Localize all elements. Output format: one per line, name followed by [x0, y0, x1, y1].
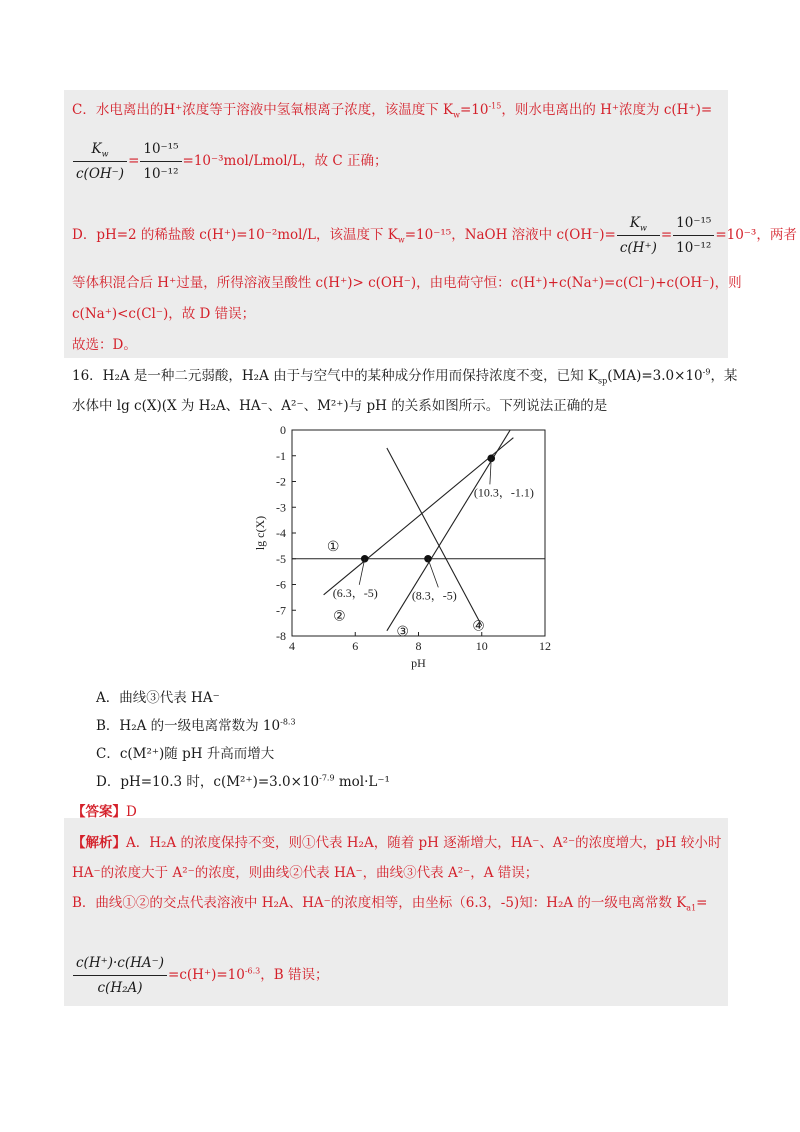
x-tick-label: 4	[289, 639, 295, 653]
answer-label: 【答案】	[72, 804, 126, 820]
solution-c-line1: C．水电离出的H⁺浓度等于溶液中氢氧根离子浓度，该温度下 $K_w=10^{-15}$，则水电离出的 H⁺浓度为 c(H⁺)=	[72, 101, 713, 120]
point-label: (8.3，-5)	[411, 588, 457, 603]
point-label: (6.3，-5)	[332, 585, 378, 600]
x-tick-label: 6	[352, 639, 359, 653]
point-marker	[424, 555, 432, 563]
power-fraction-d: $\frac{\text{10⁻¹⁵}}{\text{10⁻¹²}}$	[673, 212, 714, 259]
curve-label-3: ③	[396, 624, 409, 640]
option-d: D．pH=10.3 时，$c(M^{2+})=3.0\times 10^{-7.9}$ mol·L⁻¹	[96, 773, 390, 790]
analysis-line1: 【解析】A．H₂A 的浓度保持不变，则①代表 H₂A，随着 pH 逐渐增大，HA⁻、A²⁻的浓度增大，pH 较小时	[72, 835, 722, 851]
question16-line2: 水体中 lg c(X)(X 为 H₂A、HA⁻、A²⁻、M²⁺)与 pH 的关系如图所示。下列说法正确的是	[72, 398, 608, 414]
x-tick-label: 12	[539, 639, 551, 653]
solution-d-line3: c(Na⁺)<c(Cl⁻)，故 D 错误；	[72, 306, 256, 322]
curve-label-2: ②	[333, 609, 346, 625]
point-label: (10.3，-1.1)	[473, 485, 534, 500]
curve-2	[324, 438, 514, 595]
solution-d-choose: 故选：D。	[72, 337, 137, 353]
x-tick-label: 10	[475, 639, 488, 653]
curve-label-1: ①	[326, 539, 340, 555]
y-tick-label: -2	[276, 474, 286, 489]
power-fraction: $\frac{\text{10⁻¹⁵}}{\text{10⁻¹²}}$	[140, 138, 181, 185]
solution-d-line2: 等体积混合后 H⁺过量，所得溶液呈酸性 c(H⁺)> c(OH⁻)，由电荷守恒：c(H⁺)+c(Na⁺)=c(Cl⁻)+c(OH⁻)，则	[72, 275, 742, 291]
answer-value: D	[126, 804, 137, 820]
solution-d-line1: D．pH=2 的稀盐酸 c(H⁺)=10⁻²mol/L，该温度下 $K_w=10^{-15}$，NaOH 溶液中 c(OH⁻)= $\frac{K_w}{c(H^+)}$ = $\frac{\text{10⁻¹⁵}}{\text{10⁻¹²}}$ =10⁻³，两者	[72, 212, 797, 259]
option-a: A．曲线③代表 HA⁻	[96, 690, 220, 706]
answer-line	[72, 802, 137, 822]
y-tick-label: -8	[276, 629, 286, 643]
analysis-line3: B．曲线①②的交点代表溶液中 H₂A、HA⁻的浓度相等，由坐标（6.3，-5)知：H₂A 的一级电离常数 $K_{a1}=$	[72, 895, 708, 913]
plot-frame	[292, 430, 545, 636]
ka-fraction: $\frac{c(H^+)\cdot c(HA^-)}{\text{c(H₂A)}}$	[73, 952, 167, 999]
kw-over-oh-fraction: $\frac{K_w}{c(OH^-)}$	[73, 138, 127, 185]
x-axis-label: pH	[411, 656, 426, 670]
solution-c-line2: $\frac{K_w}{c(OH^-)}$ = $\frac{\text{10⁻¹⁵}}{\text{10⁻¹²}}$ =10⁻³mol/Lmol/L，故 C 正确；	[72, 138, 387, 185]
option-b: B．H₂A 的一级电离常数为 $10^{-8.3}$	[96, 717, 296, 734]
y-tick-label: -5	[276, 551, 286, 566]
point-leader	[428, 559, 438, 588]
option-c: C．c(M²⁺)随 pH 升高而增大	[96, 746, 275, 762]
y-tick-label: -3	[276, 500, 286, 515]
analysis-line2: HA⁻的浓度大于 A²⁻的浓度，则曲线②代表 HA⁻，曲线③代表 A²⁻，A 错误；	[72, 865, 539, 881]
y-tick-label: 0	[280, 423, 286, 437]
y-tick-label: -4	[276, 526, 286, 540]
curve-label-4: ④	[472, 619, 485, 635]
y-tick-label: -6	[276, 577, 286, 592]
analysis-line4: $\frac{c(H^+)\cdot c(HA^-)}{\text{c(H₂A)}}$ $=c(H^+)=10^{-6.3}$，B 错误；	[72, 952, 328, 999]
x-tick-label: 8	[415, 639, 422, 653]
lgc-ph-chart	[240, 418, 570, 676]
y-tick-label: -1	[276, 448, 286, 463]
kw-over-h-fraction: $\frac{K_w}{c(H^+)}$	[617, 212, 660, 259]
question16-line1: 16．H₂A 是一种二元弱酸，H₂A 由于与空气中的某种成分作用而保持浓度不变，已知 $K_{sp}(MA)=3.0\times 10^{-9}$，某	[72, 367, 738, 386]
y-axis-label: lg c(X)	[253, 515, 267, 551]
y-tick-label: -7	[276, 603, 286, 618]
